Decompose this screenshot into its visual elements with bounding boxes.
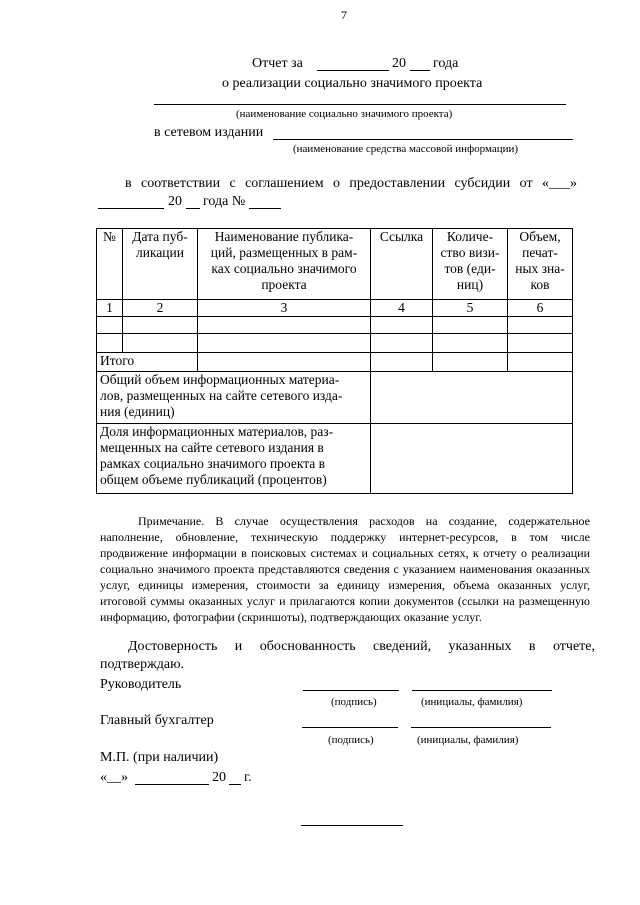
header-visits-line: ство визи- [440, 245, 500, 260]
share-label-line: Доля информационных материалов, раз- [100, 424, 334, 439]
head-name-caption: (инициалы, фамилия) [421, 696, 523, 708]
report-year-prefix: 20 [392, 56, 406, 71]
column-number: 4 [371, 300, 433, 317]
header-publication-line: ках социально значимого [211, 261, 357, 276]
accountant-label: Главный бухгалтер [100, 713, 214, 728]
share-label-line: общем объеме публикаций (процентов) [100, 472, 327, 487]
report-table [96, 228, 573, 494]
table-cell[interactable] [123, 317, 198, 334]
total-cell[interactable] [198, 353, 371, 372]
agreement-year-prefix: 20 [168, 194, 182, 209]
total-label: Итого [97, 353, 198, 372]
share-label-line: рамках социально значимого проекта в [100, 456, 326, 471]
report-subtitle: о реализации социально значимого проекта [222, 76, 483, 91]
header-publication-line: Наименование публика- [214, 229, 354, 244]
column-number: 2 [123, 300, 198, 317]
accountant-name-blank[interactable] [411, 727, 551, 728]
table-row [97, 334, 573, 353]
table-cell[interactable] [371, 317, 433, 334]
agreement-year-suffix: года № [203, 194, 246, 209]
agreement-text: в соответствии с соглашением о предоставлении субсидии от «___» [125, 176, 577, 191]
confirmation-text: Достоверность и обоснованность сведений, указанных в отчете, подтверждаю. [100, 639, 595, 672]
header-publication-cell [198, 229, 371, 300]
volume-value-cell[interactable] [371, 372, 573, 424]
header-volume-line: печат- [522, 245, 558, 260]
table-cell[interactable] [97, 317, 123, 334]
accountant-signature-caption: (подпись) [328, 734, 374, 746]
report-title-prefix: Отчет за [252, 56, 303, 71]
table-cell[interactable] [97, 334, 123, 353]
table-cell[interactable] [433, 334, 508, 353]
header-number-cell [97, 229, 123, 300]
date-year-blank[interactable] [229, 784, 241, 785]
date-open: «__» [100, 770, 128, 785]
header-visits-line: ниц) [456, 277, 484, 292]
total-cell[interactable] [508, 353, 573, 372]
table-cell[interactable] [433, 317, 508, 334]
head-label: Руководитель [100, 677, 182, 692]
table-cell[interactable] [123, 334, 198, 353]
media-name-caption: (наименование средства массовой информации) [293, 143, 519, 155]
agreement-year-blank[interactable] [186, 208, 200, 209]
table-row [97, 317, 573, 334]
period-blank[interactable] [317, 70, 389, 71]
note-paragraph: Примечание. В случае осуществления расходов на создание, содержательное наполнение, обновление, техническую поддержку интернет-ресурсов, в том числе продвижение информации в поисковых системах и социальных сетях, к отчету о реализации социально значимого проекта представляются сведения с указанием наименования оказанных услуг, единицы измерения, стоимости за единицу измерения, объема оказанных услуг, итоговой суммы оказанных услуг и прилагаются копии документов (ссылки на размещенную информацию, фотографии (скриншоты), подтверждающих оказание услуг. [100, 514, 590, 624]
media-name-blank[interactable] [273, 139, 573, 140]
share-value-cell[interactable] [371, 424, 573, 494]
table-cell[interactable] [198, 334, 371, 353]
total-row [97, 353, 573, 372]
header-date-cell [123, 229, 198, 300]
bottom-separator [301, 825, 403, 826]
share-row [97, 424, 573, 494]
header-link: Ссылка [379, 229, 424, 244]
table-cell[interactable] [371, 334, 433, 353]
column-number: 5 [433, 300, 508, 317]
year-blank[interactable] [410, 70, 430, 71]
share-label-cell [97, 424, 371, 494]
table-cell[interactable] [508, 317, 573, 334]
head-name-blank[interactable] [412, 690, 552, 691]
table-header-row [97, 229, 573, 300]
header-visits-cell [433, 229, 508, 300]
project-name-caption: (наименование социально значимого проекта) [236, 108, 453, 120]
header-date-line: ликации [136, 245, 184, 260]
header-volume-line: ных зна- [515, 261, 565, 276]
header-volume-line: Объем, [519, 229, 561, 244]
page-number: 7 [341, 8, 347, 22]
date-month-blank[interactable] [135, 784, 209, 785]
stamp-label: М.П. (при наличии) [100, 750, 219, 765]
column-number: 6 [508, 300, 573, 317]
table-cell[interactable] [508, 334, 573, 353]
header-volume-cell [508, 229, 573, 300]
report-year-suffix: года [433, 56, 459, 71]
table-cell[interactable] [198, 317, 371, 334]
date-year-prefix: 20 [212, 770, 226, 785]
header-visits-line: тов (еди- [444, 261, 496, 276]
column-number: 1 [97, 300, 123, 317]
volume-row [97, 372, 573, 424]
volume-label-line: Общий объем информационных материа- [100, 372, 340, 387]
project-name-blank[interactable] [154, 104, 566, 105]
agreement-number-blank[interactable] [249, 208, 281, 209]
accountant-name-caption: (инициалы, фамилия) [417, 734, 519, 746]
total-cell[interactable] [433, 353, 508, 372]
column-number-row [97, 300, 573, 317]
date-suffix: г. [244, 770, 252, 785]
header-publication-line: ций, размещенных в рам- [210, 245, 358, 260]
header-publication-line: проекта [261, 277, 307, 292]
header-link-cell [371, 229, 433, 300]
share-label-line: мещенных на сайте сетевого издания в [100, 440, 324, 455]
head-signature-blank[interactable] [303, 690, 399, 691]
header-visits-line: Количе- [446, 229, 494, 244]
agreement-date-blank[interactable] [98, 208, 164, 209]
volume-label-line: ния (единиц) [100, 404, 175, 419]
head-signature-caption: (подпись) [331, 696, 377, 708]
column-number: 3 [198, 300, 371, 317]
volume-label-cell [97, 372, 371, 424]
header-volume-line: ков [530, 277, 550, 292]
accountant-signature-blank[interactable] [302, 727, 398, 728]
network-edition-label: в сетевом издании [154, 125, 264, 140]
total-cell[interactable] [371, 353, 433, 372]
header-number: № [103, 229, 116, 244]
volume-label-line: лов, размещенных на сайте сетевого изда- [100, 388, 343, 403]
header-date-line: Дата пуб- [132, 229, 188, 244]
